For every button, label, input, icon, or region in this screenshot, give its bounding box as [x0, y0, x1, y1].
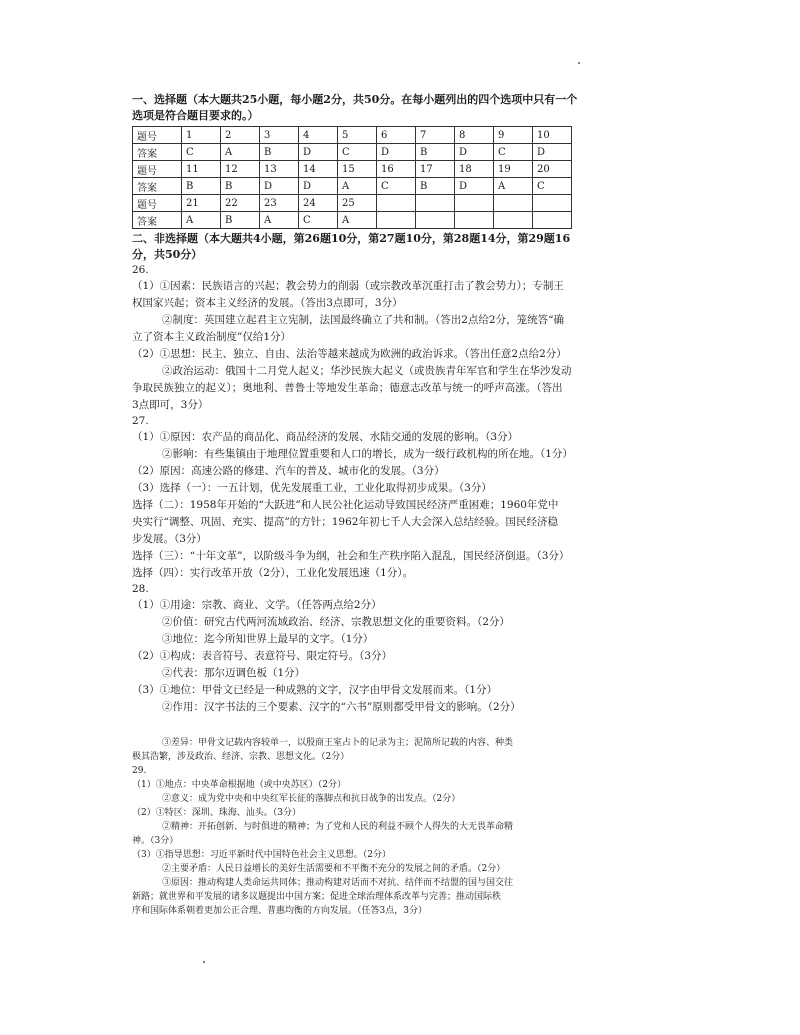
- answer-table-cell: 22: [221, 195, 260, 212]
- answer-table-cell: 4: [299, 127, 338, 144]
- answer-table-cell: [494, 212, 533, 229]
- answer-table-cell: B: [416, 144, 455, 161]
- answer-line: ②代表：那尔迈调色板（1分）: [162, 667, 306, 679]
- answer-table-cell: 9: [494, 127, 533, 144]
- question-29: [132, 764, 602, 918]
- answer-line: 序和国际体系朝着更加公正合理、普惠均衡的方向发展。（任答3点，3分）: [132, 906, 427, 916]
- answer-table-cell: C: [182, 144, 221, 161]
- answer-table-cell: B: [416, 178, 455, 195]
- answer-line: （2）①特区：深圳、珠海、汕头。（3分）: [132, 808, 301, 818]
- answer-table-cell: A: [221, 144, 260, 161]
- answer-line: ②制度：英国建立起君主立宪制，法国最终确立了共和制。（答出2点给2分，笼统答“确: [162, 314, 564, 326]
- answer-line: ③原因：推动构建人类命运共同体；推动构建对话而不对抗、结伴而不结盟的国与国交往: [162, 878, 514, 888]
- answer-table-header-cell: 题号: [133, 195, 182, 212]
- answer-line: 神。（3分）: [132, 836, 179, 846]
- answer-line: 选择（三）：“十年文革”，以阶级斗争为纲，社会和生产秩序陷入混乱，国民经济倒退。（3分）: [132, 550, 570, 562]
- answer-line: 选择（二）：1958年开始的“大跃进”和人民公社化运动导致国民经济严重困难；1960年党中: [132, 499, 559, 511]
- answer-line: ③地位：迄今所知世界上最早的文字。（1分）: [162, 633, 374, 645]
- answer-table-cell: 12: [221, 161, 260, 178]
- answer-line: 央实行“调整、巩固、充实、提高”的方针；1962年初七千人大会深入总结经验。国民经济稳: [132, 516, 558, 528]
- answer-line: ②意义：成为党中央和中央红军长征的落脚点和抗日战争的出发点。（2分）: [162, 794, 461, 804]
- answer-table-row: [133, 178, 572, 195]
- section1-title-line2: 选项是符合题目要求的。）: [132, 109, 259, 122]
- question-28: [132, 582, 602, 716]
- answer-table-header-cell: 答案: [133, 212, 182, 229]
- answer-line: ②作用：汉字书法的三个要素、汉字的“六书”原则都受甲骨文的影响。（2分）: [162, 701, 521, 713]
- answer-line: （2）原因：高速公路的修建、汽车的普及、城市化的发展。（3分）: [132, 465, 445, 477]
- answer-table-cell: 10: [533, 127, 572, 144]
- question-27: [132, 414, 602, 582]
- answer-table-row: [133, 212, 572, 229]
- answer-table-cell: [494, 195, 533, 212]
- answer-table-cell: 3: [260, 127, 299, 144]
- section1-title-line1: 一、选择题（本大题共25小题，每小题2分，共50分。在每小题列出的四个选项中只有一个: [132, 93, 578, 106]
- answer-table-cell: [455, 195, 494, 212]
- answer-table-cell: 6: [377, 127, 416, 144]
- answer-line: ②政治运动：俄国十二月党人起义；华沙民族大起义（或贵族青年军官和学生在华沙发动: [162, 365, 572, 377]
- answer-line: （2）①思想：民主、独立、自由、法治等越来越成为欧洲的政治诉求。（答出任意2点给2分）: [132, 348, 567, 360]
- answer-line: （3）选择（一）：一五计划，优先发展重工业，工业化取得初步成果。（3分）: [132, 482, 492, 494]
- answer-table-row: [133, 161, 572, 178]
- question-26: [132, 263, 602, 414]
- question-number: 28.: [132, 583, 149, 595]
- answer-line: （1）①因素：民族语言的兴起；教会势力的削弱（或宗教改革沉重打击了教会势力）；专制王: [132, 280, 564, 292]
- answer-table-cell: 20: [533, 161, 572, 178]
- answer-table-cell: 15: [338, 161, 377, 178]
- answer-table-cell: A: [494, 178, 533, 195]
- answer-table-cell: D: [455, 178, 494, 195]
- answer-table-cell: 13: [260, 161, 299, 178]
- answer-table-cell: 19: [494, 161, 533, 178]
- answer-table-cell: D: [533, 144, 572, 161]
- answer-table-cell: 8: [455, 127, 494, 144]
- answer-table-cell: [416, 212, 455, 229]
- answer-line: ②影响：有些集镇由于地理位置重要和人口的增长，成为一级行政机构的所在地。（1分）: [162, 448, 573, 460]
- answer-table-cell: 17: [416, 161, 455, 178]
- answer-table-cell: 11: [182, 161, 221, 178]
- answer-table-cell: [533, 212, 572, 229]
- answer-key-document: [132, 92, 602, 918]
- answer-table-cell: 21: [182, 195, 221, 212]
- answer-table-row: [133, 127, 572, 144]
- answer-table-header-cell: 答案: [133, 144, 182, 161]
- answer-table-cell: C: [377, 178, 416, 195]
- answer-table-cell: C: [533, 178, 572, 195]
- answer-table-cell: C: [299, 212, 338, 229]
- answer-line: 立了资本主义政治制度”仅给1分）: [132, 331, 292, 343]
- section2-title-line2: 分，共50分）: [132, 248, 203, 261]
- answer-line: 步发展。（3分）: [132, 533, 207, 545]
- answer-table-cell: A: [260, 212, 299, 229]
- answer-table-cell: [533, 195, 572, 212]
- answer-table-cell: [455, 212, 494, 229]
- answer-table-header-cell: 题号: [133, 161, 182, 178]
- answer-table-cell: 23: [260, 195, 299, 212]
- answer-table-cell: 18: [455, 161, 494, 178]
- answer-line: 争取民族独立的起义）；奥地利、普鲁士等地发生革命；德意志改革与统一的呼声高涨。（答出: [132, 382, 563, 394]
- answer-table-cell: C: [494, 144, 533, 161]
- answer-table-cell: D: [299, 144, 338, 161]
- answer-table-row: [133, 144, 572, 161]
- answer-line: ②精神：开拓创新、与时俱进的精神；为了党和人民的利益不顾个人得失的大无畏革命精: [162, 822, 514, 832]
- answer-table-cell: 5: [338, 127, 377, 144]
- spacer: [132, 716, 602, 736]
- scan-speck-top: [578, 62, 580, 64]
- answer-table-cell: 14: [299, 161, 338, 178]
- answer-table-cell: B: [182, 178, 221, 195]
- answer-line: 权国家兴起；资本主义经济的发展。（答出3点即可，3分）: [132, 297, 403, 309]
- answer-table-cell: 2: [221, 127, 260, 144]
- answer-table-cell: C: [338, 144, 377, 161]
- answer-line: 3点即可，3分）: [132, 399, 209, 411]
- answer-table-cell: B: [260, 144, 299, 161]
- question-number: 26.: [132, 264, 149, 276]
- answer-table-cell: B: [221, 178, 260, 195]
- answer-table-cell: A: [338, 178, 377, 195]
- answer-line: （1）①原因：农产品的商品化、商品经济的发展、水陆交通的发展的影响。（3分）: [132, 431, 519, 443]
- question-28-continued: [132, 736, 602, 764]
- answer-table-cell: 16: [377, 161, 416, 178]
- answer-table-row: [133, 195, 572, 212]
- answer-line: 新路；就世界和平发展的诸多议题提出中国方案；促进全球治理体系改革与完善；推动国际秩: [132, 892, 502, 902]
- answer-table-cell: [416, 195, 455, 212]
- answer-table-cell: D: [377, 144, 416, 161]
- answer-table-header-cell: 题号: [133, 127, 182, 144]
- answer-table-cell: A: [182, 212, 221, 229]
- answer-line: 极其浩繁，涉及政治、经济、宗教、思想文化。（2分）: [132, 752, 350, 762]
- answer-table-cell: D: [455, 144, 494, 161]
- answer-line: （2）①构成：表音符号、表意符号、限定符号。（3分）: [132, 650, 393, 662]
- answer-line: （3）①地位：甲骨文已经是一种成熟的文字，汉字由甲骨文发展而来。（1分）: [132, 684, 498, 696]
- answer-table-cell: 25: [338, 195, 377, 212]
- answer-line: ②主要矛盾：人民日益增长的美好生活需要和不平衡不充分的发展之间的矛盾。（2分）: [162, 864, 506, 874]
- answer-line: （1）①地点：中央革命根据地（或中央苏区）（2分）: [132, 780, 346, 790]
- answer-line: （3）①指导思想：习近平新时代中国特色社会主义思想。（2分）: [132, 850, 391, 860]
- scan-speck-bottom: [203, 961, 205, 963]
- answer-table-cell: D: [299, 178, 338, 195]
- answer-table-cell: 24: [299, 195, 338, 212]
- multiple-choice-answer-table: [132, 126, 572, 229]
- answer-table-cell: [377, 212, 416, 229]
- section2-title-line1: 二、非选择题（本大题共4小题，第26题10分，第27题10分，第28题14分，第29题16: [132, 232, 571, 245]
- answer-line: （1）①用途：宗教、商业、文学。（任答两点给2分）: [132, 599, 382, 611]
- answer-table-cell: [377, 195, 416, 212]
- answer-line: ③差异：甲骨文记载内容较单一，以殷商王室占卜的记录为主；泥简所记载的内容、种类: [162, 738, 514, 748]
- question-number: 29.: [132, 766, 147, 776]
- answer-table-cell: D: [260, 178, 299, 195]
- answer-table-cell: B: [221, 212, 260, 229]
- answer-table-cell: 7: [416, 127, 455, 144]
- question-number: 27.: [132, 415, 149, 427]
- answer-table-cell: 1: [182, 127, 221, 144]
- answer-table-header-cell: 答案: [133, 178, 182, 195]
- answer-line: 选择（四）：实行改革开放（2分），工业化发展迅速（1分）。: [132, 567, 414, 579]
- answer-line: ②价值：研究古代两河流域政治、经济、宗教思想文化的重要资料。（2分）: [162, 616, 510, 628]
- answer-table-cell: A: [338, 212, 377, 229]
